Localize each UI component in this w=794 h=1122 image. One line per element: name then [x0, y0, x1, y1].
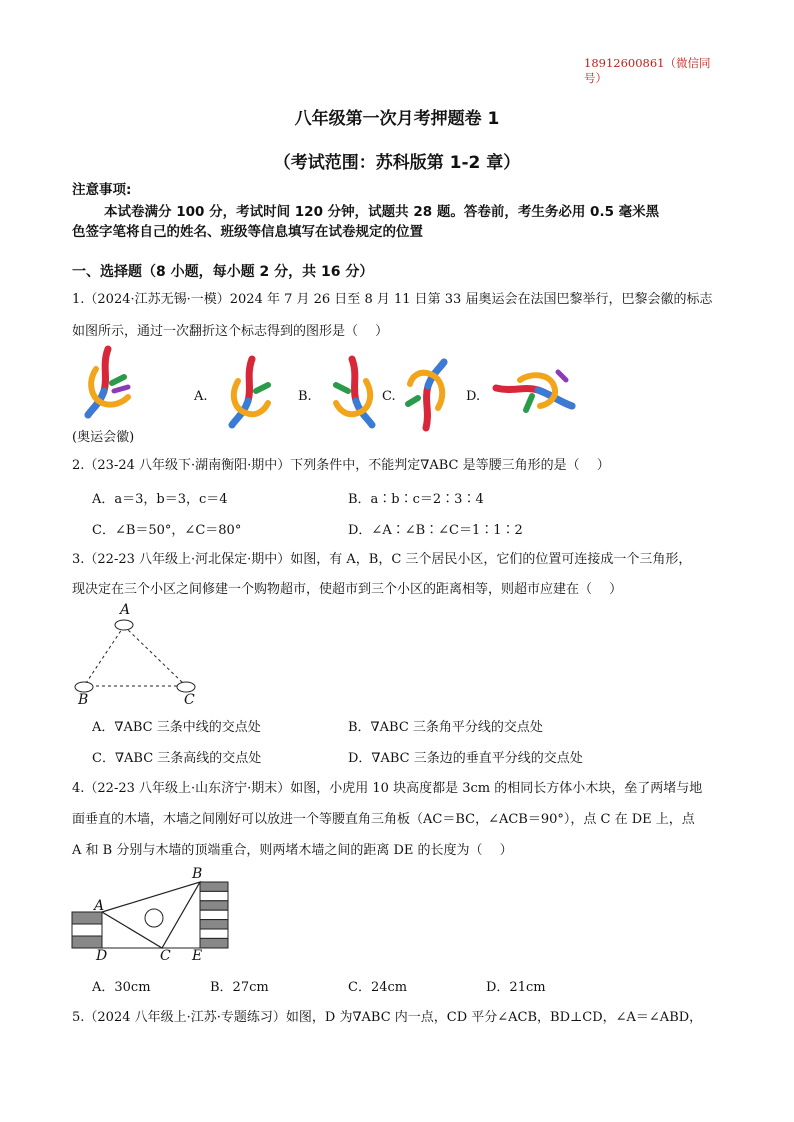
question-4-line-1: 4.（22-23 八年级上·山东济宁·期末）如图，小虎用 10 块高度都是 3cm 的相同长方体小木块，垒了两堵与地	[72, 781, 703, 796]
contact-number: 18912600861（微信同号）	[584, 56, 711, 85]
q4-option-b: B．27cm	[210, 980, 269, 995]
notice-heading: 注意事项:	[72, 182, 132, 198]
q1-option-a-label: A.	[194, 389, 208, 404]
question-4-line-2: 面垂直的木墙，木墙之间刚好可以放进一个等腰直角三角板（AC＝BC，∠ACB＝90°），点 C 在 DE 上，点	[72, 812, 695, 827]
page-subtitle: （考试范围：苏科版第 1-2 章）	[273, 153, 521, 173]
question-5-line-1: 5.（2024 八年级上·江苏·专题练习）如图，D 为∇ABC 内一点，CD 平分∠ACB，BD⊥CD，∠A＝∠ABD，	[72, 1010, 703, 1025]
notice-line-2: 色签字笔将自己的姓名、班级等信息填写在试卷规定的位置	[72, 224, 423, 240]
q3-option-b: B．∇ABC 三条角平分线的交点处	[348, 720, 543, 735]
question-1-line-2: 如图所示，通过一次翻折这个标志得到的图形是（ ）	[72, 324, 389, 339]
q2-option-d: D．∠A∶∠B∶∠C＝1∶1∶2	[348, 523, 523, 538]
question-3-line-2: 现决定在三个小区之间修建一个购物超市，使超市到三个小区的距离相等，则超市应建在（ ）	[72, 582, 623, 597]
q3-option-c: C．∇ABC 三条高线的交点处	[92, 751, 262, 766]
q4-label-d: D	[96, 948, 108, 964]
q1-caption: (奥运会徽)	[72, 430, 135, 445]
q1-option-d-image	[492, 366, 576, 418]
q2-option-a: A．a＝3，b＝3，c＝4	[92, 492, 228, 507]
q3-option-a: A．∇ABC 三条中线的交点处	[92, 720, 261, 735]
q3-label-a: A	[120, 602, 131, 618]
q3-label-b: B	[78, 692, 89, 708]
q1-option-b-label: B.	[298, 389, 312, 404]
olympic-emblem-image	[78, 345, 138, 423]
q1-option-c-image	[404, 358, 454, 432]
question-3-line-1: 3.（22-23 八年级上·河北保定·期中）如图，有 A，B，C 三个居民小区，它们的位置可连接成一个三角形，	[72, 552, 692, 567]
question-2-stem: 2.（23-24 八年级下·湖南衡阳·期中）下列条件中，不能判定∇ABC 是等腰三角形的是（ ）	[72, 458, 610, 473]
q1-option-a-image	[222, 355, 282, 431]
question-4-line-3: A 和 B 分别与木墙的顶端重合，则两堵木墙之间的距离 DE 的长度为（ ）	[72, 843, 513, 858]
q4-option-c: C．24cm	[348, 980, 408, 995]
q4-option-a: A．30cm	[92, 980, 151, 995]
page-title: 八年级第一次月考押题卷 1	[294, 109, 500, 129]
q2-option-c: C．∠B＝50°，∠C＝80°	[92, 523, 242, 538]
question-1-line-1: 1.（2024·江苏无锡·一模）2024 年 7 月 26 日至 8 月 11 日第 33 届奥运会在法国巴黎举行，巴黎会徽的标志	[72, 292, 713, 307]
q4-label-b: B	[192, 866, 203, 882]
q4-label-a: A	[94, 898, 105, 914]
q3-option-d: D．∇ABC 三条边的垂直平分线的交点处	[348, 751, 583, 766]
q1-option-d-label: D.	[466, 389, 481, 404]
notice-line-1: 本试卷满分 100 分，考试时间 120 分钟，试题共 28 题。答卷前，考生务必用 0.5 毫米黑	[104, 204, 660, 220]
q4-option-d: D．21cm	[486, 980, 546, 995]
q1-option-b-image	[322, 355, 382, 431]
q1-option-c-label: C.	[382, 389, 396, 404]
section-heading: 一、选择题（8 小题，每小题 2 分，共 16 分）	[72, 264, 374, 280]
q2-option-b: B．a∶b∶c＝2∶3∶4	[348, 492, 484, 507]
q4-label-c: C	[160, 948, 171, 964]
q4-label-e: E	[192, 948, 203, 964]
q3-label-c: C	[184, 692, 195, 708]
